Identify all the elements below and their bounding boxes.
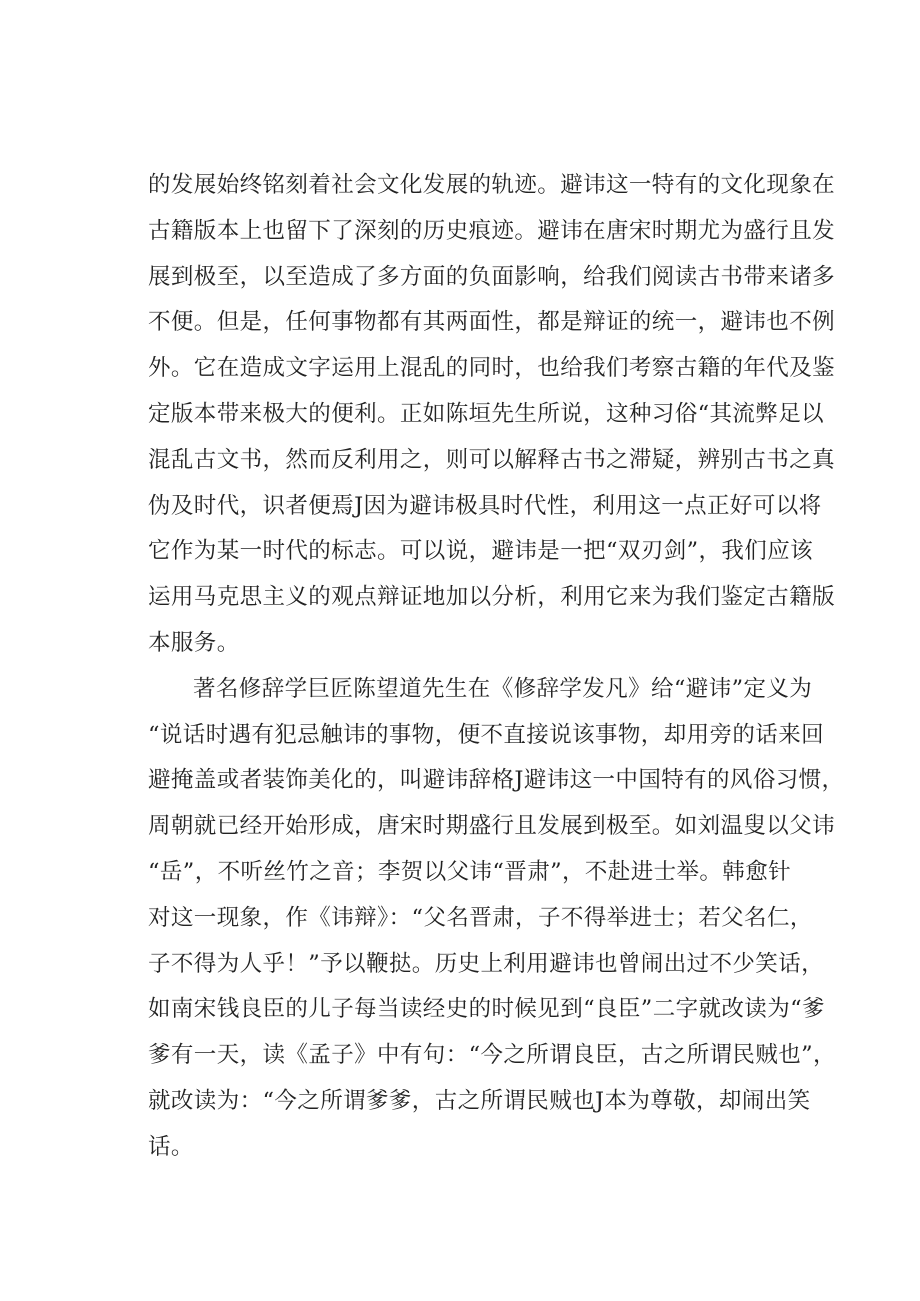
text-line: 外。它在造成文字运用上混乱的同时，也给我们考察古籍的年代及鉴 — [148, 355, 836, 382]
text-line: 它作为某一时代的标志。可以说，避讳是一把“双刃剑”，我们应该 — [148, 538, 814, 565]
text-line: 避掩盖或者装饰美化的，叫避讳辞格J避讳这一中国特有的风俗习惯， — [148, 767, 845, 794]
text-line: 对这一现象，作《讳辩》：“父名晋肃，子不得举进士；若父名仁， — [148, 904, 813, 931]
text-line: 伪及时代，识者便焉J因为避讳极具时代性，利用这一点正好可以将 — [148, 492, 822, 519]
text-line: 定版本带来极大的便利。正如陈垣先生所说，这种习俗“其流弊足以 — [148, 400, 825, 427]
text-line: 展到极至，以至造成了多方面的负面影响，给我们阅读古书带来诸多 — [148, 263, 836, 290]
paragraph-2 — [148, 667, 845, 1171]
text-line: 本服务。 — [148, 629, 240, 656]
text-line: 周朝就已经开始形成，唐宋时期盛行且发展到极至。如刘温叟以父讳 — [148, 813, 836, 840]
text-line: 爹有一天，读《孟子》中有句：“今之所谓良臣，古之所谓民贼也”， — [148, 1042, 836, 1069]
text-line: 话。 — [148, 1133, 194, 1160]
text-line: 运用马克思主义的观点辩证地加以分析，利用它来为我们鉴定古籍版 — [148, 584, 836, 611]
body-text — [148, 163, 845, 1171]
text-line: 子不得为人乎！”予以鞭挞。历史上利用避讳也曾闹出过不少笑话， — [148, 950, 825, 977]
text-line: 如南宋钱良臣的儿子每当读经史的时候见到“良臣”二字就改读为“爹 — [148, 996, 825, 1023]
text-line: 就改读为：“今之所谓爹爹，古之所谓民贼也J本为尊敬，却闹出笑 — [148, 1087, 811, 1114]
text-line: 不便。但是，任何事物都有其两面性，都是辩证的统一，避讳也不例 — [148, 309, 836, 336]
text-line: “说话时遇有犯忌触讳的事物，便不直接说该事物，却用旁的话来回 — [148, 721, 825, 748]
text-line: 古籍版本上也留下了深刻的历史痕迹。避讳在唐宋时期尤为盛行且发 — [148, 217, 836, 244]
paragraph-1 — [148, 163, 836, 667]
text-line: 著名修辞学巨匠陈望道先生在《修辞学发凡》给“避讳”定义为 — [193, 675, 813, 702]
text-line: 的发展始终铭刻着社会文化发展的轨迹。避讳这一特有的文化现象在 — [148, 172, 836, 198]
text-line: 混乱古文书，然而反利用之，则可以解释古书之滞疑，辨别古书之真 — [148, 446, 836, 473]
text-line: “岳”，不听丝竹之音；李贺以父讳“晋肃”，不赴进士举。韩愈针 — [148, 858, 792, 885]
